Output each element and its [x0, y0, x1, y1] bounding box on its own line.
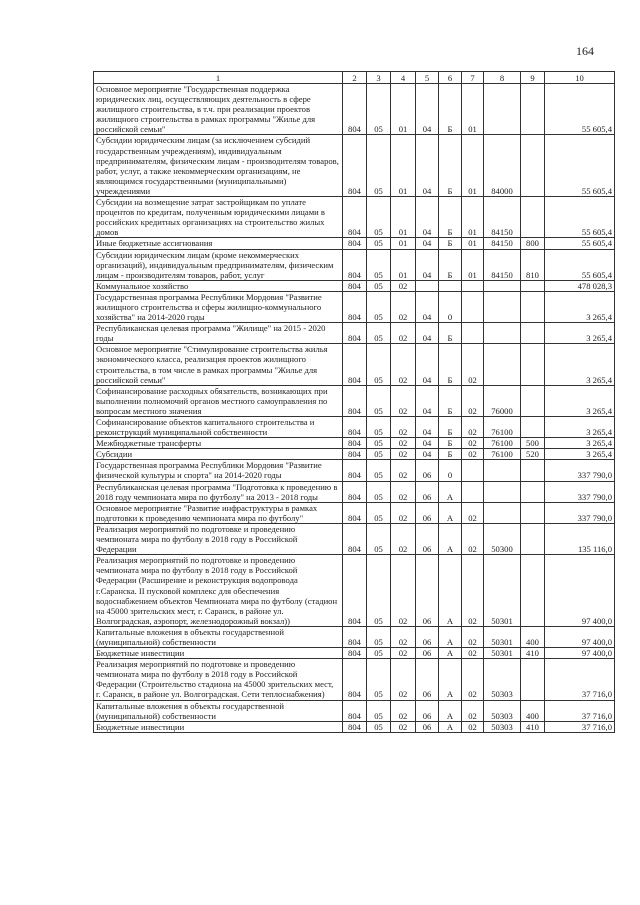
column-header: 7 [462, 72, 484, 84]
code-direction [484, 502, 521, 523]
code-ministry: 804 [343, 238, 367, 249]
row-amount: 97 400,0 [545, 648, 615, 659]
code-expense-type: 520 [521, 449, 545, 460]
code-section: 05 [367, 238, 391, 249]
table-row [94, 626, 615, 647]
code-section: 05 [367, 291, 391, 322]
code-program: 06 [416, 626, 439, 647]
code-subprogram [439, 280, 462, 291]
code-subprogram: Б [439, 344, 462, 385]
code-section: 05 [367, 249, 391, 280]
code-subprogram: Б [439, 417, 462, 438]
code-subsection: 02 [391, 555, 416, 627]
code-section: 05 [367, 323, 391, 344]
code-measure [462, 291, 484, 322]
row-amount: 55 605,4 [545, 238, 615, 249]
code-subsection: 02 [391, 344, 416, 385]
code-section: 05 [367, 460, 391, 481]
code-program: 04 [416, 449, 439, 460]
column-header: 2 [343, 72, 367, 84]
table-row [94, 84, 615, 135]
code-program: 06 [416, 502, 439, 523]
row-name: Реализация мероприятий по подготовке и проведению чемпионата мира по футболу в 2018 году в Российской Федерации (Расширение и реконструкция водопровода г.Саранска. II пусковой комплекс для обеспечения водоснабжением объектов Чемпионата мира по футболу (стадион на 45000 зрительских мест, г. Саранск, в районе ул. Волгоградская, аэропорт, железнодорожный вокзал)) [94, 555, 343, 627]
table-row [94, 238, 615, 249]
code-subprogram: А [439, 481, 462, 502]
code-section: 05 [367, 555, 391, 627]
row-amount: 3 265,4 [545, 449, 615, 460]
table-row [94, 438, 615, 449]
code-expense-type: 410 [521, 648, 545, 659]
code-expense-type: 800 [521, 238, 545, 249]
code-subprogram: 0 [439, 291, 462, 322]
code-section: 05 [367, 481, 391, 502]
row-name: Иные бюджетные ассигнования [94, 238, 343, 249]
code-expense-type [521, 344, 545, 385]
code-direction [484, 323, 521, 344]
code-measure [462, 280, 484, 291]
row-name: Капитальные вложения в объекты государственной (муниципальной) собственности [94, 700, 343, 721]
code-program: 04 [416, 197, 439, 238]
row-name: Субсидии [94, 449, 343, 460]
code-section: 05 [367, 449, 391, 460]
code-ministry: 804 [343, 291, 367, 322]
code-ministry: 804 [343, 135, 367, 197]
code-direction: 50303 [484, 721, 521, 732]
table-row [94, 659, 615, 700]
column-header: 6 [439, 72, 462, 84]
code-direction [484, 280, 521, 291]
row-name: Государственная программа Республики Мордовия "Развитие физической культуры и спорта" на 2014-2020 годы [94, 460, 343, 481]
code-subsection: 02 [391, 502, 416, 523]
table-row [94, 344, 615, 385]
page-number: 164 [576, 44, 594, 58]
code-measure: 02 [462, 555, 484, 627]
code-program: 06 [416, 648, 439, 659]
row-name: Бюджетные инвестиции [94, 721, 343, 732]
code-direction [484, 291, 521, 322]
table-row [94, 249, 615, 280]
code-subprogram: А [439, 700, 462, 721]
row-name: Республиканская целевая программа "Подготовка к проведению в 2018 году чемпионата мира по футболу" на 2013 - 2018 годы [94, 481, 343, 502]
code-subsection: 01 [391, 135, 416, 197]
code-measure: 01 [462, 197, 484, 238]
row-amount: 97 400,0 [545, 626, 615, 647]
code-program: 04 [416, 84, 439, 135]
code-subprogram: А [439, 721, 462, 732]
code-expense-type [521, 84, 545, 135]
code-ministry: 804 [343, 344, 367, 385]
code-subprogram: А [439, 626, 462, 647]
code-section: 05 [367, 197, 391, 238]
code-expense-type: 810 [521, 249, 545, 280]
table-row [94, 460, 615, 481]
code-program: 04 [416, 438, 439, 449]
table-row [94, 523, 615, 554]
code-program: 04 [416, 344, 439, 385]
row-name: Коммунальное хозяйство [94, 280, 343, 291]
column-header: 4 [391, 72, 416, 84]
code-subsection: 02 [391, 700, 416, 721]
code-direction: 50301 [484, 555, 521, 627]
row-amount: 337 790,0 [545, 460, 615, 481]
table-row [94, 502, 615, 523]
row-amount: 37 716,0 [545, 659, 615, 700]
code-ministry: 804 [343, 502, 367, 523]
code-subprogram: Б [439, 385, 462, 416]
table-row [94, 449, 615, 460]
code-program: 06 [416, 721, 439, 732]
row-name: Субсидии юридическим лицам (за исключением субсидий государственным учреждениям), индивидуальным предпринимателям, физическим лицам - производителям товаров, работ, услуг, а также некоммерческим организациям, не являющимся государственными (муниципальными) учреждениями [94, 135, 343, 197]
code-section: 05 [367, 502, 391, 523]
code-measure [462, 323, 484, 344]
row-name: Субсидии юридическим лицам (кроме некоммерческих организаций), индивидуальным предпринимателям, физическим лицам - производителям товаров, работ, услуг [94, 249, 343, 280]
code-subsection: 02 [391, 460, 416, 481]
code-section: 05 [367, 721, 391, 732]
code-ministry: 804 [343, 659, 367, 700]
table-row [94, 700, 615, 721]
code-direction: 76100 [484, 417, 521, 438]
code-subprogram: Б [439, 323, 462, 344]
table-row [94, 323, 615, 344]
code-subprogram: А [439, 659, 462, 700]
code-measure: 02 [462, 523, 484, 554]
code-expense-type [521, 385, 545, 416]
row-name: Основное мероприятие "Стимулирование строительства жилья экономического класса, реализация проектов жилищного строительства, в том числе в рамках программы "Жилье для российской семьи" [94, 344, 343, 385]
code-direction: 84000 [484, 135, 521, 197]
budget-table [93, 71, 615, 733]
code-program: 04 [416, 385, 439, 416]
code-direction [484, 344, 521, 385]
code-measure: 02 [462, 659, 484, 700]
code-subsection: 02 [391, 417, 416, 438]
code-subsection: 01 [391, 197, 416, 238]
code-subprogram: Б [439, 438, 462, 449]
code-program: 06 [416, 460, 439, 481]
code-measure: 02 [462, 721, 484, 732]
code-subsection: 02 [391, 648, 416, 659]
row-name: Софинансирование расходных обязательств, возникающих при выполнении полномочий органов местного самоуправления по вопросам местного значения [94, 385, 343, 416]
row-name: Капитальные вложения в объекты государственной (муниципальной) собственности [94, 626, 343, 647]
code-ministry: 804 [343, 385, 367, 416]
code-direction: 84150 [484, 249, 521, 280]
table-row [94, 291, 615, 322]
code-program [416, 280, 439, 291]
code-expense-type [521, 291, 545, 322]
code-expense-type [521, 659, 545, 700]
code-expense-type: 400 [521, 700, 545, 721]
code-subprogram: А [439, 555, 462, 627]
code-subprogram: А [439, 648, 462, 659]
row-amount: 37 716,0 [545, 700, 615, 721]
code-section: 05 [367, 438, 391, 449]
row-name: Государственная программа Республики Мордовия "Развитие жилищного строительства и сферы жилищно-коммунального хозяйства" на 2014-2020 годы [94, 291, 343, 322]
row-name: Субсидии на возмещение затрат застройщикам по уплате процентов по кредитам, полученным юридическими лицами в российских кредитных организациях на строительство жилых домов [94, 197, 343, 238]
code-ministry: 804 [343, 449, 367, 460]
row-amount: 55 605,4 [545, 135, 615, 197]
code-subsection: 01 [391, 84, 416, 135]
code-direction: 76000 [484, 385, 521, 416]
column-header: 9 [521, 72, 545, 84]
code-measure: 02 [462, 438, 484, 449]
code-subsection: 02 [391, 659, 416, 700]
code-subsection: 02 [391, 291, 416, 322]
row-name: Реализация мероприятий по подготовке и проведению чемпионата мира по футболу в 2018 году в Российской Федерации [94, 523, 343, 554]
code-expense-type [521, 280, 545, 291]
code-program: 06 [416, 523, 439, 554]
code-ministry: 804 [343, 84, 367, 135]
code-expense-type [521, 523, 545, 554]
code-direction: 50301 [484, 648, 521, 659]
code-measure: 02 [462, 344, 484, 385]
code-direction: 50301 [484, 626, 521, 647]
code-section: 05 [367, 626, 391, 647]
row-amount: 37 716,0 [545, 721, 615, 732]
code-section: 05 [367, 700, 391, 721]
code-direction: 84150 [484, 197, 521, 238]
code-program: 04 [416, 291, 439, 322]
code-direction: 50303 [484, 700, 521, 721]
table-row [94, 280, 615, 291]
code-expense-type [521, 417, 545, 438]
code-expense-type [521, 460, 545, 481]
row-amount: 337 790,0 [545, 481, 615, 502]
code-program: 04 [416, 135, 439, 197]
row-amount: 3 265,4 [545, 438, 615, 449]
code-expense-type: 500 [521, 438, 545, 449]
row-amount: 3 265,4 [545, 344, 615, 385]
code-measure: 02 [462, 700, 484, 721]
code-section: 05 [367, 84, 391, 135]
code-measure: 02 [462, 385, 484, 416]
code-subsection: 02 [391, 438, 416, 449]
row-name: Реализация мероприятий по подготовке и проведению чемпионата мира по футболу в 2018 году в Российской Федерации (Строительство стадиона на 45000 зрительских мест, г. Саранск, в районе ул. Волгоградская. Сети теплоснабжения) [94, 659, 343, 700]
code-program: 04 [416, 249, 439, 280]
table-row [94, 721, 615, 732]
code-direction: 50303 [484, 659, 521, 700]
code-section: 05 [367, 523, 391, 554]
code-measure [462, 481, 484, 502]
code-measure: 02 [462, 502, 484, 523]
code-ministry: 804 [343, 626, 367, 647]
row-name: Основное мероприятие "Государственная поддержка юридических лиц, осуществляющих деятельность в сфере жилищного строительства, в т.ч. при реализации проектов жилищного строительства в рамках программы "Жилье для российской семьи" [94, 84, 343, 135]
column-header: 10 [545, 72, 615, 84]
table-row [94, 481, 615, 502]
code-subsection: 02 [391, 626, 416, 647]
code-subsection: 02 [391, 280, 416, 291]
code-program: 06 [416, 700, 439, 721]
code-measure: 01 [462, 238, 484, 249]
code-ministry: 804 [343, 700, 367, 721]
code-direction [484, 481, 521, 502]
code-expense-type [521, 481, 545, 502]
code-subprogram: Б [439, 249, 462, 280]
code-measure [462, 460, 484, 481]
code-measure: 01 [462, 135, 484, 197]
code-ministry: 804 [343, 438, 367, 449]
row-amount: 97 400,0 [545, 555, 615, 627]
code-ministry: 804 [343, 481, 367, 502]
code-ministry: 804 [343, 417, 367, 438]
code-section: 05 [367, 135, 391, 197]
code-ministry: 804 [343, 460, 367, 481]
code-section: 05 [367, 385, 391, 416]
row-amount: 3 265,4 [545, 291, 615, 322]
code-section: 05 [367, 659, 391, 700]
row-amount: 3 265,4 [545, 323, 615, 344]
row-name: Основное мероприятие "Развитие инфраструктуры в рамках подготовки к проведению чемпионата мира по футболу" [94, 502, 343, 523]
code-subsection: 02 [391, 721, 416, 732]
code-ministry: 804 [343, 555, 367, 627]
row-amount: 3 265,4 [545, 385, 615, 416]
row-amount: 478 028,3 [545, 280, 615, 291]
column-header: 8 [484, 72, 521, 84]
code-direction: 76100 [484, 449, 521, 460]
code-direction [484, 460, 521, 481]
code-subsection: 01 [391, 249, 416, 280]
table-row [94, 555, 615, 627]
table-row [94, 135, 615, 197]
code-program: 06 [416, 659, 439, 700]
code-ministry: 804 [343, 523, 367, 554]
code-program: 04 [416, 238, 439, 249]
code-measure: 02 [462, 648, 484, 659]
code-program: 06 [416, 481, 439, 502]
code-expense-type: 400 [521, 626, 545, 647]
code-direction [484, 84, 521, 135]
code-subprogram: Б [439, 135, 462, 197]
code-expense-type [521, 323, 545, 344]
row-amount: 55 605,4 [545, 249, 615, 280]
code-measure: 02 [462, 449, 484, 460]
code-subprogram: Б [439, 449, 462, 460]
table-row [94, 648, 615, 659]
code-ministry: 804 [343, 648, 367, 659]
code-ministry: 804 [343, 249, 367, 280]
code-direction: 76100 [484, 438, 521, 449]
code-ministry: 804 [343, 721, 367, 732]
code-subsection: 02 [391, 481, 416, 502]
row-amount: 135 116,0 [545, 523, 615, 554]
row-name: Межбюджетные трансферты [94, 438, 343, 449]
code-subsection: 01 [391, 238, 416, 249]
code-ministry: 804 [343, 323, 367, 344]
code-subprogram: Б [439, 197, 462, 238]
column-header: 5 [416, 72, 439, 84]
code-subsection: 02 [391, 323, 416, 344]
row-amount: 337 790,0 [545, 502, 615, 523]
code-measure: 02 [462, 417, 484, 438]
code-ministry: 804 [343, 197, 367, 238]
code-program: 04 [416, 417, 439, 438]
code-section: 05 [367, 648, 391, 659]
column-header: 1 [94, 72, 343, 84]
column-header: 3 [367, 72, 391, 84]
code-subsection: 02 [391, 449, 416, 460]
code-expense-type: 410 [521, 721, 545, 732]
row-name: Бюджетные инвестиции [94, 648, 343, 659]
code-expense-type [521, 502, 545, 523]
code-subprogram: А [439, 502, 462, 523]
code-subprogram: 0 [439, 460, 462, 481]
code-section: 05 [367, 280, 391, 291]
row-amount: 3 265,4 [545, 417, 615, 438]
code-subsection: 02 [391, 385, 416, 416]
code-direction: 50300 [484, 523, 521, 554]
table-row [94, 385, 615, 416]
code-program: 04 [416, 323, 439, 344]
code-measure: 01 [462, 84, 484, 135]
code-expense-type [521, 197, 545, 238]
code-subprogram: Б [439, 238, 462, 249]
table-row [94, 417, 615, 438]
header-row [94, 72, 615, 84]
code-expense-type [521, 555, 545, 627]
row-amount: 55 605,4 [545, 197, 615, 238]
table-row [94, 197, 615, 238]
code-measure: 02 [462, 626, 484, 647]
code-expense-type [521, 135, 545, 197]
row-name: Республиканская целевая программа "Жилище" на 2015 - 2020 годы [94, 323, 343, 344]
code-subprogram: А [439, 523, 462, 554]
code-subsection: 02 [391, 523, 416, 554]
code-direction: 84150 [484, 238, 521, 249]
code-subprogram: Б [439, 84, 462, 135]
row-name: Софинансирование объектов капитального строительства и реконструкций муниципальной собственности [94, 417, 343, 438]
code-measure: 01 [462, 249, 484, 280]
row-amount: 55 605,4 [545, 84, 615, 135]
code-section: 05 [367, 417, 391, 438]
code-section: 05 [367, 344, 391, 385]
code-program: 06 [416, 555, 439, 627]
code-ministry: 804 [343, 280, 367, 291]
